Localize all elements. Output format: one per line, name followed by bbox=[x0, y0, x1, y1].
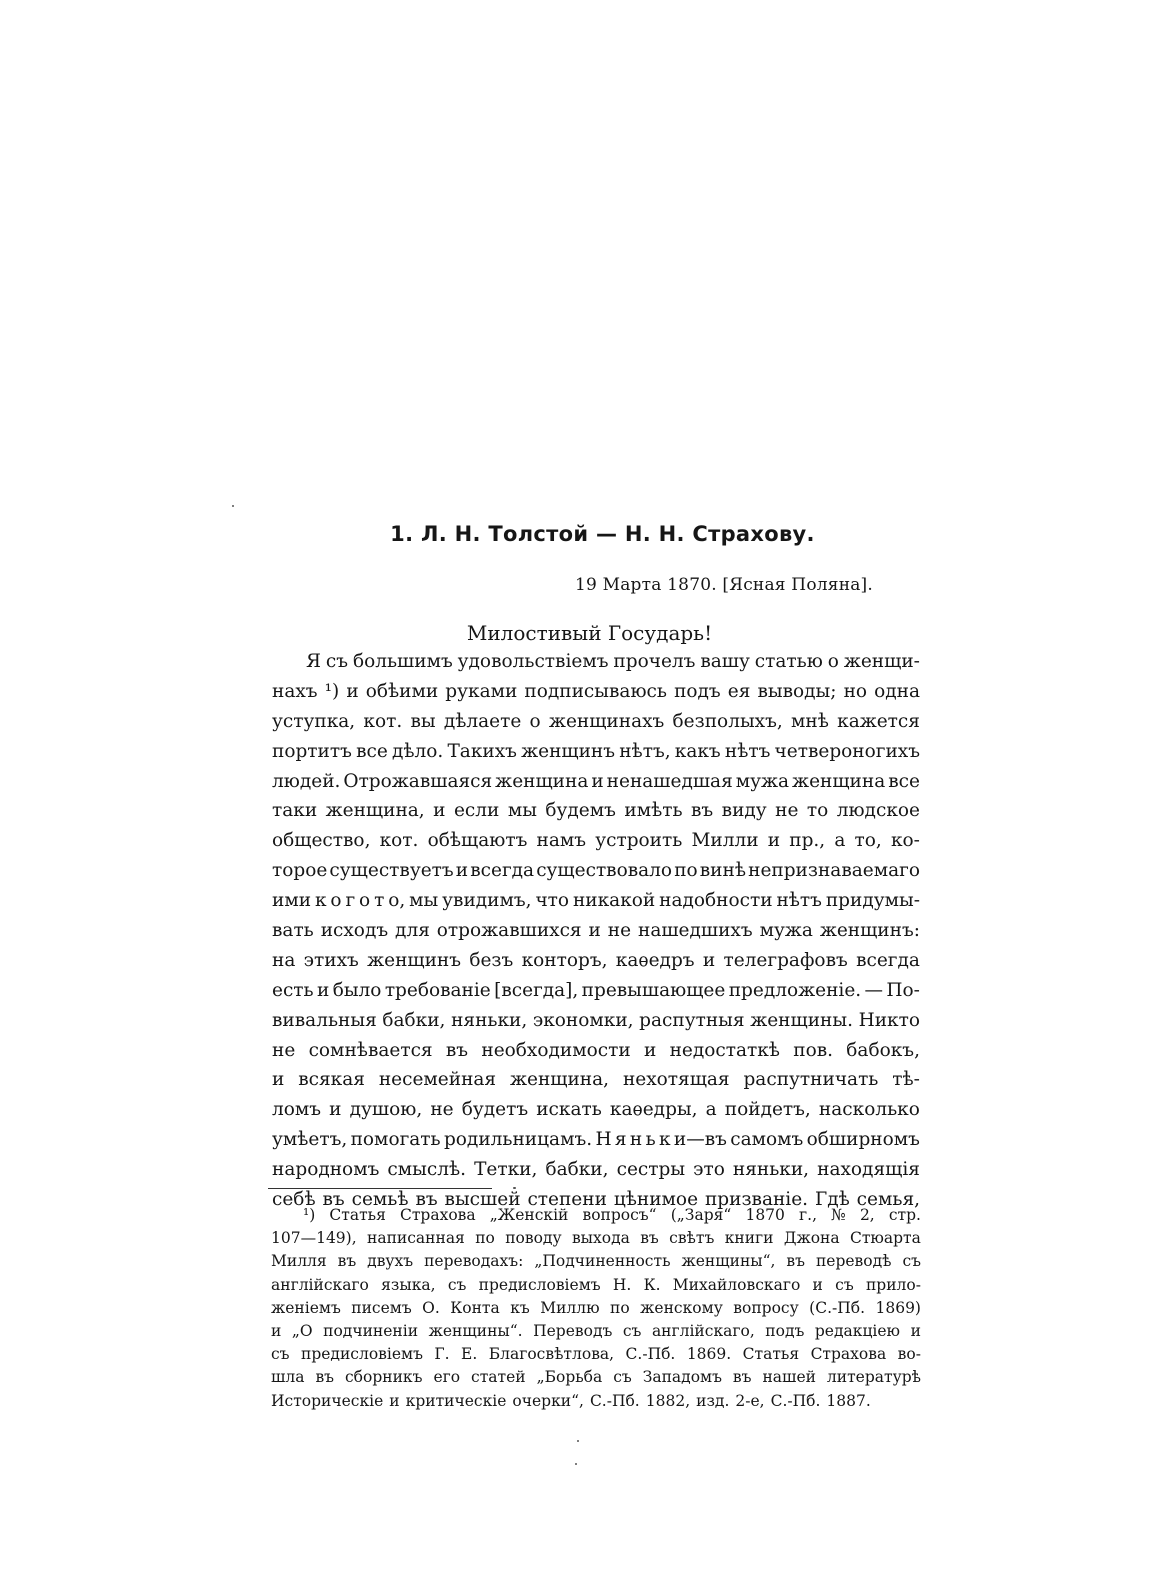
footnote-line: шла въ сборникъ его статей „Борьба съ Западомъ въ нашей литературѣ bbox=[271, 1368, 921, 1387]
footnote-line: Историческіе и критическіе очерки“, С.-Пб. 1882, изд. 2-е, С.-Пб. 1887. bbox=[271, 1391, 871, 1410]
body-line: ломъ и душою, не будетъ искать каѳедры, а пойдетъ, насколько bbox=[272, 1099, 920, 1121]
body-line: вивальныя бабки, няньки, экономки, распутныя женщины. Никто bbox=[272, 1009, 920, 1031]
footnote-line: Милля въ двухъ переводахъ: „Подчиненность женщины“, въ переводѣ съ bbox=[271, 1252, 921, 1271]
body-line: общество, кот. обѣщаютъ намъ устроить Милли и пр., а то, ко- bbox=[272, 830, 920, 852]
body-line: на этихъ женщинъ безъ конторъ, каѳедръ и телеграфовъ всегда bbox=[272, 949, 920, 971]
body-line: Я съ большимъ удовольствіемъ прочелъ вашу статью о женщи- bbox=[306, 651, 920, 672]
body-line: портитъ все дѣло. Такихъ женщинъ нѣтъ, какъ нѣтъ четвероногихъ bbox=[272, 740, 920, 762]
body-line: уступка, кот. вы дѣлаете о женщинахъ безполыхъ, мнѣ кажется bbox=[272, 710, 920, 732]
body-line: ими к о г о т о, мы увидимъ, что никакой надобности нѣтъ придумы- bbox=[272, 890, 920, 912]
footnote bbox=[271, 1204, 921, 1413]
body-line: народномъ смыслѣ. Тетки, бабки, сестры это няньки, находящія bbox=[272, 1159, 920, 1181]
body-line: нахъ ¹) и обѣими руками подписываюсь подъ ея выводы; но одна bbox=[272, 680, 920, 702]
body-line: вать исходъ для отрожавшихся и не нашедшихъ мужа женщинъ: bbox=[272, 920, 920, 942]
footnote-line: женіемъ писемъ О. Конта къ Миллю по женскому вопросу (С.-Пб. 1869) bbox=[271, 1298, 921, 1317]
letter-heading: 1. Л. Н. Толстой — Н. Н. Страхову. bbox=[390, 522, 815, 546]
body-line: таки женщина, и если мы будемъ имѣть въ виду не то людское bbox=[272, 800, 920, 822]
letter-salutation: Милостивый Государь! bbox=[466, 621, 713, 645]
footnote-line: англійскаго языка, съ предисловіемъ Н. К. Михайловскаго и съ прило- bbox=[271, 1275, 921, 1294]
body-line: умѣетъ, помогать родильницамъ. Н я н ь к и—въ самомъ обширномъ bbox=[272, 1129, 920, 1151]
footnote-line: съ предисловіемъ Г. Е. Благосвѣтлова, С.-Пб. 1869. Статья Страхова во- bbox=[271, 1345, 921, 1364]
body-line: себѣ въ семьѣ въ высшей степени цѣнимое призваніе. Гдѣ семья, bbox=[272, 1189, 920, 1211]
body-line: не сомнѣвается въ необходимости и недостаткѣ пов. бабокъ, bbox=[272, 1039, 920, 1061]
body-line: торое существуетъ и всегда существовало по винѣ непризнаваемаго bbox=[272, 860, 920, 882]
letter-body bbox=[272, 647, 920, 1215]
letter-dateline: 19 Марта 1870. [Ясная Поляна]. bbox=[574, 575, 873, 595]
body-line: и всякая несемейная женщина, нехотящая распутничать тѣ- bbox=[272, 1069, 920, 1091]
body-line: есть и было требованіе [всегда], превышающее предложеніе. — По- bbox=[272, 979, 920, 1001]
footnote-line: и „О подчиненіи женщины“. Переводъ съ англійскаго, подъ редакціею и bbox=[271, 1321, 921, 1340]
footnote-line: 107—149), написанная по поводу выхода въ свѣтъ книги Джона Стюарта bbox=[271, 1229, 921, 1248]
footnote-divider bbox=[268, 1188, 492, 1189]
footnote-line: ¹) Статья Страхова „Женскій вопросъ“ („Заря“ 1870 г., № 2, стр. bbox=[303, 1206, 921, 1224]
body-line: людей. Отрожавшаяся женщина и ненашедшая мужа женщина все bbox=[272, 770, 920, 792]
